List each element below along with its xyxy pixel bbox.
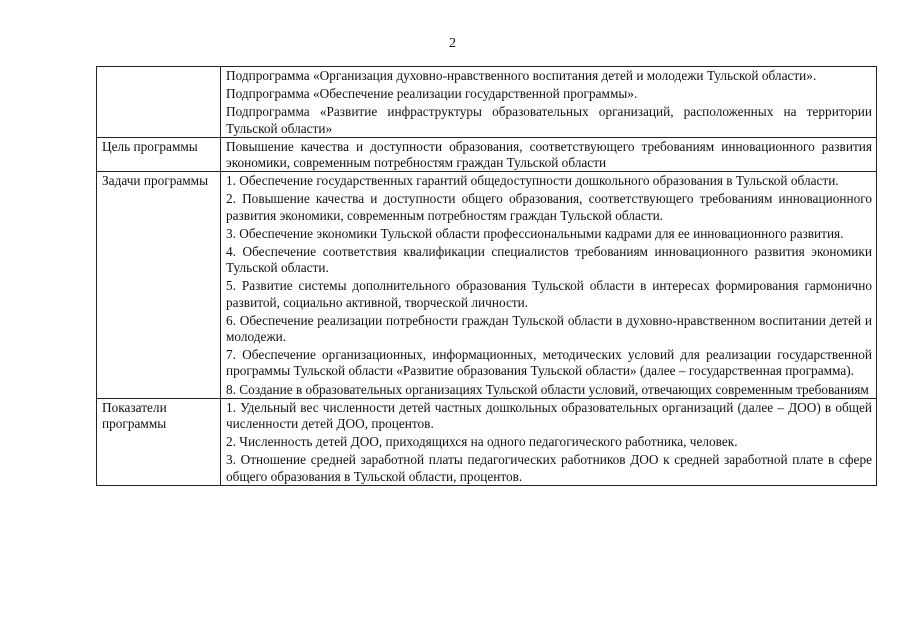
row-content [221, 67, 877, 138]
subprogram-item: Подпрограмма «Организация духовно-нравственного воспитания детей и молодежи Тульской области». [226, 68, 817, 83]
task-item: 6. Обеспечение реализации потребности граждан Тульской области в духовно-нравственном воспитании детей и молодежи. [226, 312, 872, 345]
task-item: 3. Обеспечение экономики Тульской области профессиональными кадрами для ее инновационного развития. [226, 225, 844, 241]
row-content [221, 398, 877, 485]
task-item: 1. Обеспечение государственных гарантий общедоступности дошкольного образования в Тульской области. [226, 173, 839, 189]
row-label [97, 67, 221, 138]
table-row-tasks [97, 172, 877, 399]
page-number: 2 [449, 36, 456, 51]
task-item: 5. Развитие системы дополнительного образования Тульской области в интересах формирования гармонично развитой, социально активной, творческой личности. [226, 278, 872, 310]
task-item: 4. Обеспечение соответствия квалификации специалистов требованиям инновационного развития экономики Тульской области. [226, 244, 872, 276]
task-item: 2. Повышение качества и доступности общего образования, соответствующего требованиям инновационного развития экономики, современным потребностям граждан Тульской области. [226, 191, 872, 223]
table-row-subprograms [97, 67, 877, 138]
subprogram-item: Подпрограмма «Обеспечение реализации государственной программы». [226, 86, 638, 102]
subprogram-item: Подпрограмма «Развитие инфраструктуры образовательных организаций, расположенных на территории Тульской области» [226, 104, 872, 136]
goal-text: Повышение качества и доступности образования, соответствующего требованиям инновационного развития экономики, современным потребностям граждан Тульской области [226, 138, 872, 171]
row-content [221, 137, 877, 171]
row-label: Цель программы [97, 137, 221, 171]
row-content [221, 172, 877, 399]
program-passport-table [96, 66, 877, 486]
row-label: Показатели программы [97, 398, 221, 485]
indicator-item: 3. Отношение средней заработной платы педагогических работников ДОО к средней заработной плате в сфере общего образования в Тульской области, процентов. [226, 452, 872, 484]
indicator-item: 1. Удельный вес численности детей частных дошкольных образовательных организаций (далее – ДОО) в общей численности детей ДОО, процентов. [226, 399, 872, 432]
table-row-indicators [97, 398, 877, 485]
task-item: 7. Обеспечение организационных, информационных, методических условий для реализации государственной программы Тульской области «Развитие образования Тульской области» (далее – государственная программа). [226, 347, 872, 379]
row-label: Задачи программы [97, 172, 221, 399]
indicator-item: 2. Численность детей ДОО, приходящихся на одного педагогического работника, человек. [226, 434, 738, 450]
task-item: 8. Создание в образовательных организациях Тульской области условий, отвечающих современным требованиям [226, 381, 869, 397]
table-row-goal [97, 137, 877, 171]
